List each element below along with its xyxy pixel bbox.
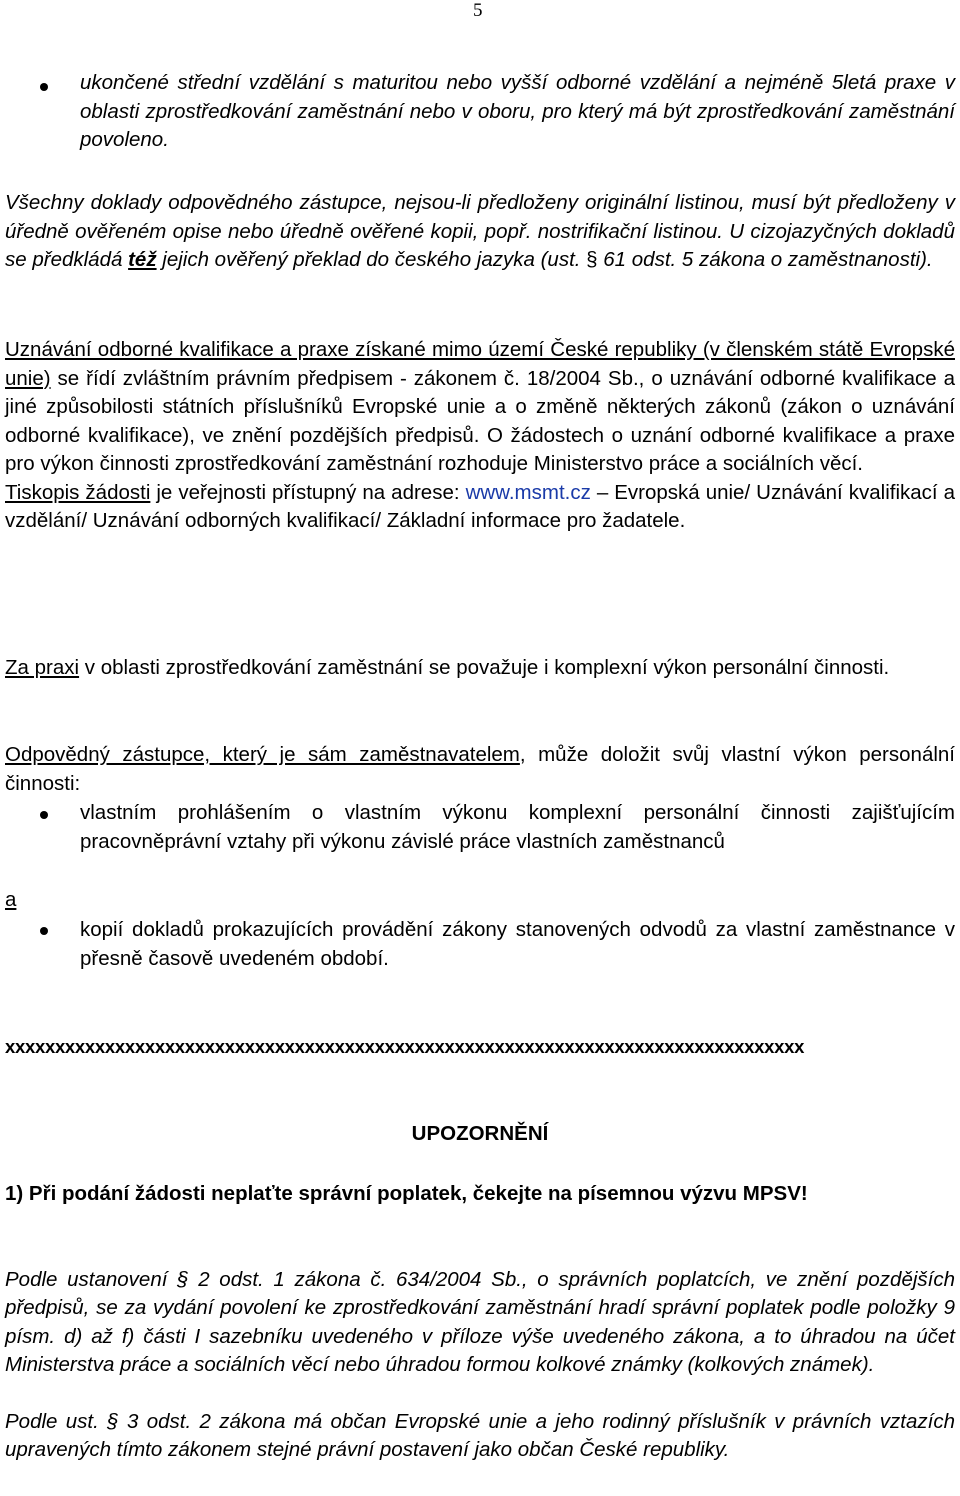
practice-text: v oblasti zprostředkování zaměstnání se považuje i komplexní výkon personální činnosti. <box>79 656 890 679</box>
recognition-heading: Uznávání odborné kvalifikace a praxe získané mimo území České republiky (v členském státě Evropské unie) <box>5 338 955 390</box>
recognition-text-1: se řídí zvláštním právním předpisem - zákonem č. 18/2004 Sb., o uznávání odborné kvalifikace a jiné způsobilosti státních příslušníků Evropské unie a o změně některých zákonů (zákon o uznávání odborné kvalifikace), ve znění pozdějších předpisů. O žádostech o uznání odborné kvalifikace a praxe pro výkon činnosti zprostředkování zaměstnání rozhoduje Ministerstvo práce a sociálních věcí. <box>5 366 955 475</box>
paragraph-documents <box>5 189 955 275</box>
page-number: 5 <box>473 0 483 21</box>
practice-heading: Za praxi <box>5 656 80 679</box>
bullet-own-declaration: vlastním prohlášením o vlastním výkonu komplexní personální činnosti zajišťujícím pracovněprávní vztahy při výkonu závislé práce vlastních zaměstnanců <box>80 801 955 853</box>
documents-text-1: Všechny doklady odpovědného zástupce, nejsou-li předloženy originální listinou, musí být předloženy v úředně ověřeném opise nebo úředně ověřené kopii, popř. nostrifikační listinou. U cizojazyčných dokladů se předkládá <box>5 191 955 271</box>
msmt-link[interactable]: www.msmt.cz <box>465 480 591 504</box>
paragraph-recognition <box>5 336 955 536</box>
paragraph-practice <box>5 654 955 683</box>
warning-title: UPOZORNĚNÍ <box>411 1122 549 1145</box>
connector-a <box>5 886 955 915</box>
documents-text-2: jejich ověřený překlad do českého jazyka (ust. <box>156 248 587 271</box>
recognition-text-3: – Evropská unie/ Uznávání kvalifikací a vzdělání/ Uznávání odborných kvalifikací/ Základní informace pro žadatele. <box>5 480 955 532</box>
bullet-dot <box>40 927 48 935</box>
representative-text: , může doložit svůj vlastní výkon personální činnosti: <box>5 743 955 795</box>
bullet-education-requirement: ukončené střední vzdělání s maturitou nebo vyšší odborné vzdělání a nejméně 5letá praxe v oblasti zprostředkování zaměstnání nebo v oboru, pro který má být zprostředkování zaměstnání povoleno. <box>80 71 955 151</box>
connector-a-text: a <box>5 888 17 911</box>
representative-heading: Odpovědný zástupce, který je sám zaměstnavatelem <box>5 743 520 766</box>
recognition-text-2: je veřejnosti přístupný na adrese: <box>150 480 466 504</box>
bullet-dot <box>40 811 48 819</box>
bullet-dot <box>40 83 48 91</box>
form-link-text: Tiskopis žádosti <box>5 480 151 504</box>
bullet-copies: kopií dokladů prokazujících provádění zákony stanovených odvodů za vlastní zaměstnance v přesně časově uvedeném období. <box>80 918 955 970</box>
documents-tez: též <box>128 248 157 271</box>
section-sign: § <box>586 248 598 271</box>
documents-text-3: 61 odst. 5 zákona o zaměstnanosti). <box>597 248 933 271</box>
separator-line: xxxxxxxxxxxxxxxxxxxxxxxxxxxxxxxxxxxxxxxxxxxxxxxxxxxxxxxxxxxxxxxxxxxxxxxxxxxxxxxx <box>5 1036 805 1057</box>
fee-paragraph: Podle ustanovení § 2 odst. 1 zákona č. 634/2004 Sb., o správních poplatcích, ve znění pozdějších předpisů, se za vydání povolení ke zprostředkování zaměstnání hradí správní poplatek podle položky 9 písm. d) až f) části I sazebníku uvedeného v příloze výše uvedeného zákona, a to úhradou na účet Ministerstva práce a sociálních věcí nebo úhradou formou kolkové známky (kolkových známek). <box>5 1268 955 1377</box>
warning-point-1: 1) Při podání žádosti neplaťte správní poplatek, čekejte na písemnou výzvu MPSV! <box>5 1182 808 1205</box>
eu-citizen-paragraph: Podle ust. § 3 odst. 2 zákona má občan Evropské unie a jeho rodinný příslušník v právních vztazích upravených tímto zákonem stejné právní postavení jako občan České republiky. <box>5 1410 955 1462</box>
paragraph-representative <box>5 741 955 798</box>
